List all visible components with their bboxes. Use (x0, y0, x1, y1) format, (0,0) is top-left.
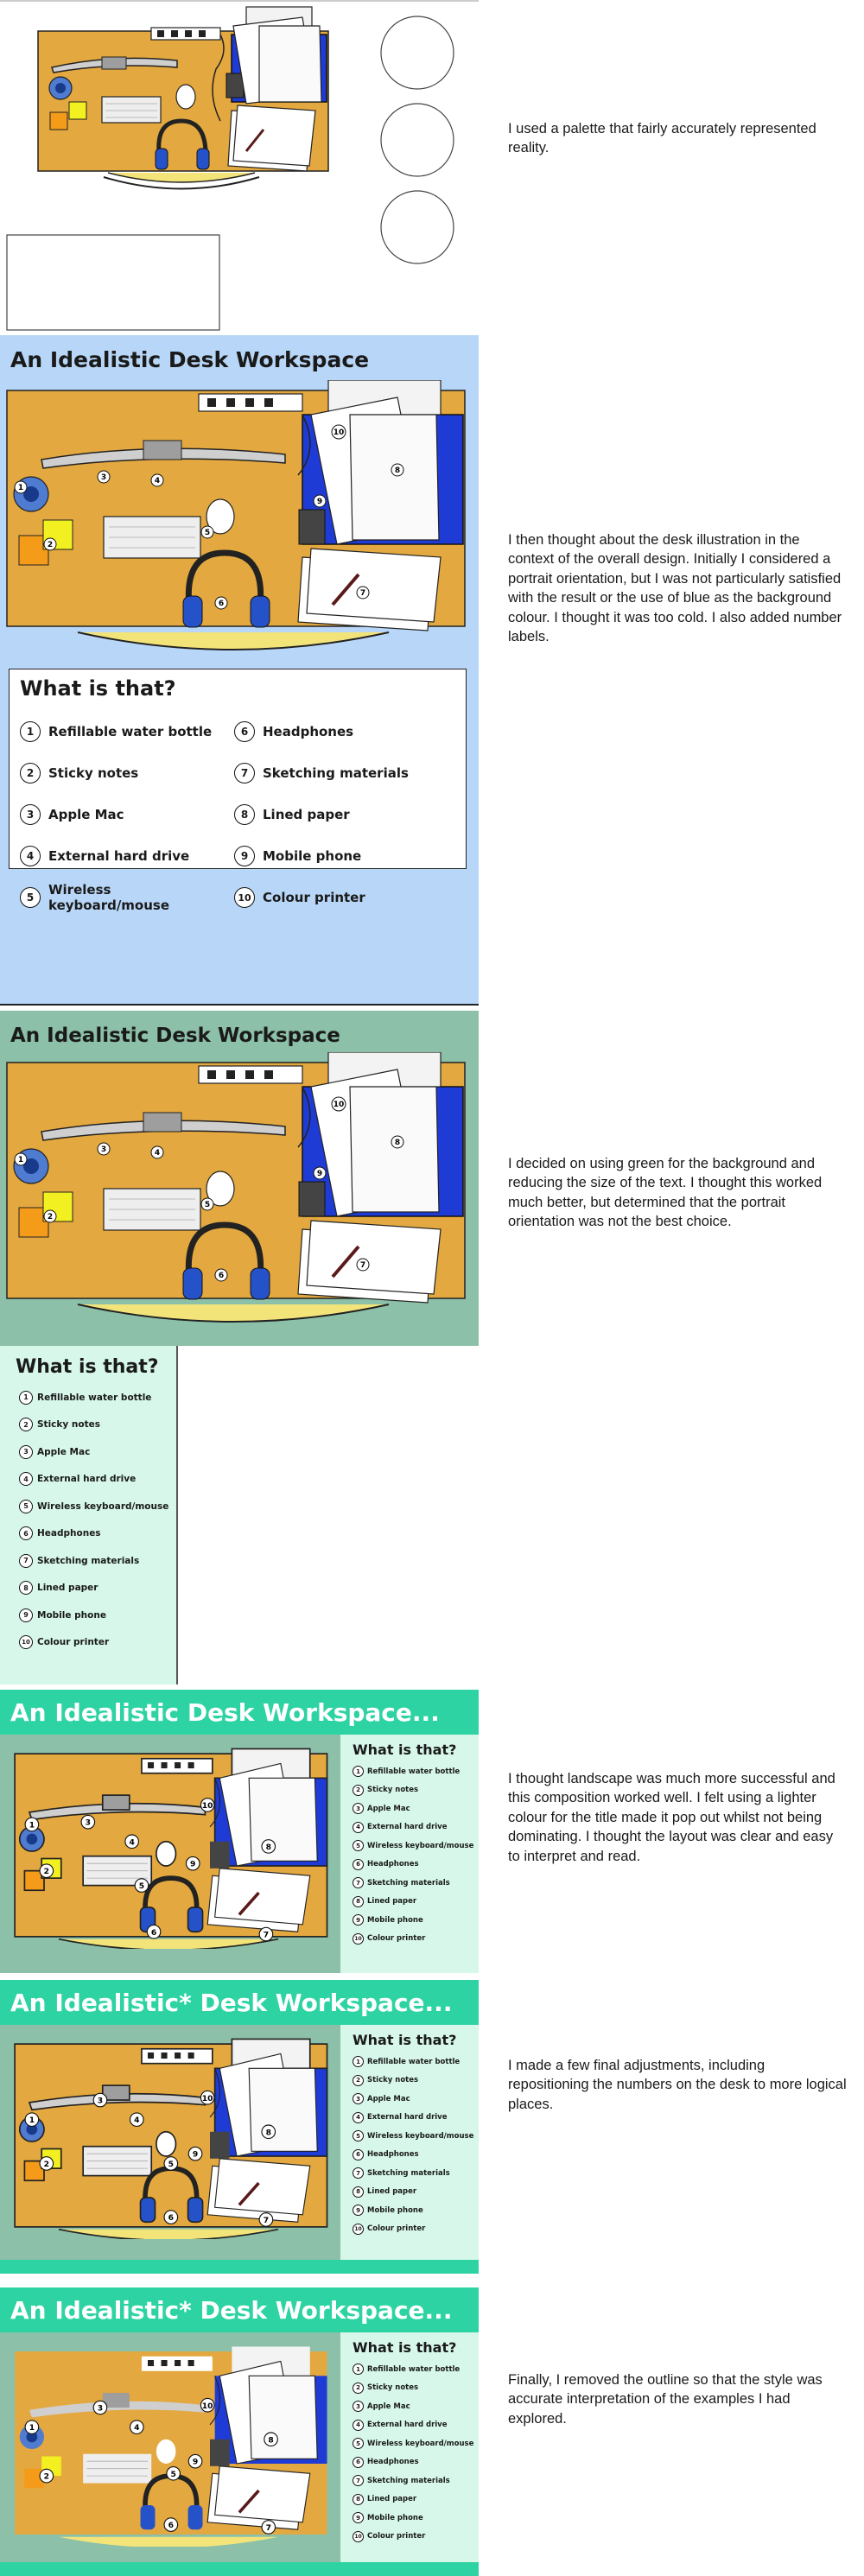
legend-number: 1 (353, 2056, 364, 2067)
legend-number: 6 (19, 1526, 33, 1540)
legend-number: 8 (19, 1581, 33, 1595)
svg-text:7: 7 (263, 1930, 270, 1940)
legend-item (353, 2090, 477, 2109)
legend-number: 2 (353, 1785, 364, 1796)
stage3-legend-list (19, 1384, 175, 1656)
legend-number: 5 (353, 1840, 364, 1851)
legend-number: 3 (353, 2093, 364, 2104)
legend-number: 8 (353, 1896, 364, 1907)
legend-item (234, 835, 459, 877)
svg-text:3: 3 (97, 2403, 104, 2414)
legend-item (353, 1856, 477, 1875)
legend-number: 3 (19, 1445, 33, 1459)
legend-label: Lined paper (367, 2187, 417, 2197)
legend-item (353, 2434, 477, 2453)
stage1-desk-illustration (0, 0, 479, 335)
legend-number: 8 (353, 2494, 364, 2505)
legend-number: 10 (19, 1635, 33, 1649)
svg-text:6: 6 (218, 600, 225, 608)
svg-text:6: 6 (168, 2213, 175, 2224)
svg-text:7: 7 (359, 589, 366, 598)
legend-number: 3 (353, 2401, 364, 2412)
stage5-desk-illustration (0, 2032, 337, 2239)
legend-item (234, 711, 459, 752)
legend-label: Colour printer (37, 1637, 110, 1648)
legend-item (353, 1781, 477, 1800)
stage3-note: I decided on using green for the background and reducing the size of the text. I thought this worked much better, but determined that the portrait orientation was not the best choice. (508, 1156, 823, 1230)
legend-item (353, 1799, 477, 1818)
svg-text:6: 6 (218, 1272, 225, 1280)
svg-text:9: 9 (192, 2457, 199, 2467)
stage4-legend-panel (340, 1735, 479, 1973)
legend-item (353, 2360, 477, 2379)
legend-label: Sketching materials (367, 2476, 450, 2485)
stage6-title-bar (0, 2287, 479, 2332)
legend-item (20, 794, 236, 835)
legend-label: Headphones (37, 1528, 101, 1539)
legend-number: 6 (353, 2457, 364, 2468)
legend-item (19, 1493, 175, 1520)
legend-number: 4 (20, 846, 41, 866)
stage5-legend-title: What is that? (353, 2032, 457, 2048)
stage2-legend-box (9, 669, 467, 913)
legend-number: 10 (234, 887, 255, 908)
svg-text:7: 7 (359, 1261, 366, 1270)
svg-text:9: 9 (316, 498, 323, 506)
svg-text:8: 8 (268, 2435, 274, 2446)
legend-label: Headphones (367, 1860, 419, 1869)
legend-number: 2 (353, 2382, 364, 2394)
legend-item (353, 2072, 477, 2091)
stage4-note: I thought landscape was much more successful and this composition worked well. I felt using a lighter colour for the title made it pop out whilst not being dominating. I thought the layout was clear and easy to interpret and read. (508, 1771, 835, 1864)
legend-item (353, 1893, 477, 1912)
legend-label: Colour printer (367, 2532, 426, 2541)
legend-label: Sticky notes (37, 1419, 100, 1431)
svg-text:9: 9 (192, 2149, 199, 2160)
stage3-legend-panel (0, 1346, 176, 1685)
svg-text:2: 2 (43, 2160, 50, 2169)
svg-text:4: 4 (154, 1149, 161, 1158)
stage5-legend-list (353, 2053, 477, 2238)
legend-item (353, 2201, 477, 2220)
legend-label: Wireless keyboard/mouse (37, 1501, 169, 1512)
stage-6 (0, 2287, 479, 2576)
stage3-desk-illustration (0, 1052, 479, 1346)
stage6-legend-panel (340, 2332, 479, 2562)
legend-item (353, 2453, 477, 2472)
svg-text:3: 3 (100, 473, 107, 482)
svg-text:1: 1 (29, 2423, 35, 2433)
legend-label: External hard drive (367, 1823, 448, 1832)
legend-label: Mobile phone (367, 2205, 423, 2215)
legend-label: Mobile phone (37, 1609, 106, 1621)
svg-text:2: 2 (43, 1867, 50, 1877)
svg-text:4: 4 (134, 2116, 140, 2126)
legend-label: Lined paper (37, 1583, 98, 1594)
legend-item (353, 2397, 477, 2416)
legend-number: 9 (19, 1608, 33, 1622)
legend-label: Wireless keyboard/mouse (367, 2131, 474, 2141)
legend-label: Refillable water bottle (367, 2364, 461, 2374)
svg-text:3: 3 (85, 1818, 92, 1828)
stage5-legend-panel (340, 2025, 479, 2260)
svg-text:5: 5 (204, 1201, 211, 1209)
stage5-title: An Idealistic* Desk Workspace... (10, 1989, 453, 2017)
legend-number: 4 (353, 2420, 364, 2431)
stage2-legend-col-right (234, 711, 459, 918)
svg-text:8: 8 (394, 1139, 401, 1147)
legend-label: Headphones (263, 724, 354, 739)
legend-number: 7 (19, 1554, 33, 1568)
legend-label: Wireless keyboard/mouse (367, 2439, 474, 2448)
svg-text:6: 6 (150, 1927, 157, 1938)
legend-number: 9 (353, 2512, 364, 2523)
stage-5 (0, 1980, 479, 2274)
legend-label: Mobile phone (263, 848, 362, 864)
stage-3 (0, 1011, 479, 1685)
legend-item (19, 1438, 175, 1466)
legend-number: 1 (20, 721, 41, 742)
stage1-note: I used a palette that fairly accurately represented reality. (508, 121, 816, 156)
legend-label: Colour printer (367, 2224, 426, 2234)
legend-label: Lined paper (263, 807, 350, 822)
legend-item (19, 1547, 175, 1575)
legend-number: 3 (353, 1803, 364, 1814)
legend-label: Sticky notes (367, 2383, 419, 2393)
legend-number: 4 (353, 1822, 364, 1833)
svg-text:7: 7 (263, 2215, 270, 2225)
stage2-bottom-border (0, 1004, 479, 1006)
legend-label: Apple Mac (367, 2094, 410, 2103)
stage3-title: An Idealistic Desk Workspace (10, 1025, 340, 1047)
legend-number: 10 (353, 2224, 364, 2235)
legend-number: 8 (353, 2186, 364, 2198)
legend-item (20, 835, 236, 877)
svg-text:6: 6 (168, 2521, 175, 2531)
svg-text:10: 10 (201, 1800, 213, 1811)
legend-label: Refillable water bottle (367, 2057, 461, 2066)
stage4-title-bar (0, 1690, 479, 1735)
legend-item (353, 2220, 477, 2239)
legend-label: Refillable water bottle (367, 1767, 461, 1776)
stage-4 (0, 1690, 479, 1973)
svg-text:8: 8 (394, 466, 401, 475)
legend-number: 10 (353, 2531, 364, 2542)
legend-label: Headphones (367, 2458, 419, 2467)
stage-2 (0, 335, 479, 1006)
legend-number: 2 (19, 1418, 33, 1431)
svg-text:1: 1 (29, 1820, 35, 1830)
svg-text:9: 9 (316, 1170, 323, 1178)
svg-text:5: 5 (168, 2160, 175, 2169)
stage2-note: I then thought about the desk illustration in the context of the overall design. Initially I considered a portrait orientation, but I was not particularly satisfied with the result or the use of blue as the background colour. I thought it was too cold. I also added number labels. (508, 532, 842, 645)
legend-label: Refillable water bottle (48, 724, 213, 739)
stage4-title: An Idealistic Desk Workspace... (10, 1698, 440, 1727)
legend-item (353, 1874, 477, 1893)
svg-text:3: 3 (97, 2096, 104, 2106)
legend-item (19, 1412, 175, 1439)
legend-number: 4 (19, 1472, 33, 1486)
legend-label: Lined paper (367, 2495, 417, 2504)
stage4-desk-illustration (0, 1742, 337, 1949)
stage2-desk-illustration (0, 380, 479, 674)
svg-text:10: 10 (333, 1101, 345, 1109)
legend-item (353, 1818, 477, 1837)
svg-text:9: 9 (190, 1859, 196, 1869)
stage6-legend-list (353, 2360, 477, 2546)
svg-text:1: 1 (17, 1156, 24, 1164)
stage6-desk-illustration (0, 2339, 337, 2547)
legend-number: 1 (353, 2363, 364, 2375)
legend-item (353, 2183, 477, 2202)
legend-number: 6 (234, 721, 255, 742)
svg-text:5: 5 (204, 529, 211, 537)
legend-label: Apple Mac (367, 2402, 410, 2411)
legend-item (234, 794, 459, 835)
legend-item (353, 2490, 477, 2509)
svg-text:2: 2 (47, 541, 54, 549)
legend-label: Sketching materials (37, 1555, 140, 1566)
legend-label: External hard drive (367, 2421, 448, 2430)
legend-number: 5 (20, 887, 41, 908)
legend-number: 1 (19, 1391, 33, 1405)
legend-label: Colour printer (263, 890, 365, 905)
legend-number: 3 (20, 804, 41, 825)
stage6-legend-title: What is that? (353, 2339, 457, 2356)
svg-text:2: 2 (47, 1213, 54, 1221)
legend-item (19, 1520, 175, 1548)
legend-number: 7 (353, 2167, 364, 2179)
svg-text:7: 7 (265, 2522, 271, 2533)
stage4-legend-list (353, 1762, 477, 1948)
stage5-note: I made a few final adjustments, including repositioning the numbers on the desk to more logical places. (508, 2058, 847, 2112)
legend-label: Mobile phone (367, 1915, 423, 1925)
svg-text:1: 1 (17, 484, 24, 492)
legend-item (353, 2053, 477, 2072)
legend-label: External hard drive (48, 848, 190, 864)
stage3-panel-edge (176, 1346, 178, 1685)
legend-item (19, 1384, 175, 1412)
stage2-legend-title: What is that? (20, 676, 176, 701)
svg-text:8: 8 (265, 2128, 271, 2138)
legend-number: 10 (353, 1933, 364, 1945)
legend-item (353, 2379, 477, 2398)
svg-text:4: 4 (134, 2423, 140, 2433)
legend-label: Sticky notes (367, 1786, 419, 1795)
legend-item (20, 752, 236, 794)
legend-number: 7 (234, 763, 255, 784)
legend-number: 5 (19, 1500, 33, 1513)
stage6-note: Finally, I removed the outline so that the style was accurate interpretation of the examples I had explored. (508, 2372, 823, 2427)
legend-label: Apple Mac (367, 1804, 410, 1813)
svg-text:5: 5 (170, 2469, 176, 2479)
legend-number: 9 (353, 2205, 364, 2216)
legend-number: 4 (353, 2112, 364, 2123)
legend-label: Apple Mac (37, 1446, 91, 1457)
stage2-title: An Idealistic Desk Workspace (10, 347, 370, 372)
stage5-title-bar (0, 1980, 479, 2025)
legend-number: 5 (353, 2130, 364, 2141)
legend-item (234, 877, 459, 918)
stage6-title: An Idealistic* Desk Workspace... (10, 2296, 453, 2325)
legend-label: Lined paper (367, 1897, 417, 1907)
stage6-footnote-strip (0, 2562, 479, 2576)
legend-item (353, 1762, 477, 1781)
legend-label: Wireless keyboard/mouse (367, 1841, 474, 1850)
legend-label: Sketching materials (367, 2168, 450, 2178)
legend-number: 1 (353, 1766, 364, 1777)
legend-number: 8 (234, 804, 255, 825)
svg-text:8: 8 (265, 1842, 271, 1852)
legend-label: Mobile phone (367, 2513, 423, 2522)
legend-label: Sticky notes (48, 765, 139, 781)
legend-item (353, 1930, 477, 1949)
legend-item (353, 2146, 477, 2165)
stage-1 (0, 0, 816, 335)
legend-number: 7 (353, 1877, 364, 1888)
legend-item (234, 752, 459, 794)
svg-text:4: 4 (154, 477, 161, 485)
legend-number: 7 (353, 2475, 364, 2486)
stage2-legend-col-left (20, 711, 236, 918)
legend-item (19, 1602, 175, 1629)
legend-label: Sketching materials (263, 765, 409, 781)
legend-label: Headphones (367, 2150, 419, 2160)
legend-item (353, 1911, 477, 1930)
legend-number: 9 (353, 1914, 364, 1926)
legend-item (19, 1575, 175, 1602)
legend-label: External hard drive (37, 1474, 137, 1485)
legend-item (353, 2528, 477, 2547)
legend-number: 5 (353, 2438, 364, 2449)
legend-label: Colour printer (367, 1934, 426, 1944)
svg-text:3: 3 (100, 1145, 107, 1154)
svg-text:2: 2 (43, 2471, 50, 2482)
legend-number: 2 (353, 2075, 364, 2086)
legend-number: 6 (353, 1859, 364, 1870)
legend-number: 6 (353, 2149, 364, 2160)
legend-label: Apple Mac (48, 807, 124, 822)
legend-item (353, 2127, 477, 2146)
legend-item (353, 2509, 477, 2528)
svg-text:10: 10 (201, 2093, 213, 2103)
stage3-legend-title: What is that? (16, 1356, 159, 1378)
legend-number: 9 (234, 846, 255, 866)
stage4-legend-title: What is that? (353, 1742, 457, 1758)
legend-number: 2 (20, 763, 41, 784)
legend-label: Refillable water bottle (37, 1392, 152, 1403)
legend-item (353, 2471, 477, 2490)
stage5-footnote-strip (0, 2260, 479, 2274)
legend-item (353, 2416, 477, 2435)
legend-item (19, 1629, 175, 1657)
legend-item (19, 1466, 175, 1494)
legend-item (353, 2164, 477, 2183)
legend-item (353, 2109, 477, 2128)
legend-label: Sticky notes (367, 2076, 419, 2085)
legend-label: External hard drive (367, 2113, 448, 2122)
svg-text:10: 10 (201, 2401, 213, 2411)
legend-item (353, 1837, 477, 1856)
svg-text:10: 10 (333, 428, 345, 437)
legend-label: Wireless keyboard/mouse (48, 882, 170, 913)
legend-item (20, 711, 236, 752)
svg-text:4: 4 (129, 1837, 135, 1848)
svg-text:5: 5 (138, 1881, 145, 1892)
svg-text:1: 1 (29, 2116, 35, 2126)
legend-item (20, 877, 236, 918)
legend-label: Sketching materials (367, 1878, 450, 1888)
